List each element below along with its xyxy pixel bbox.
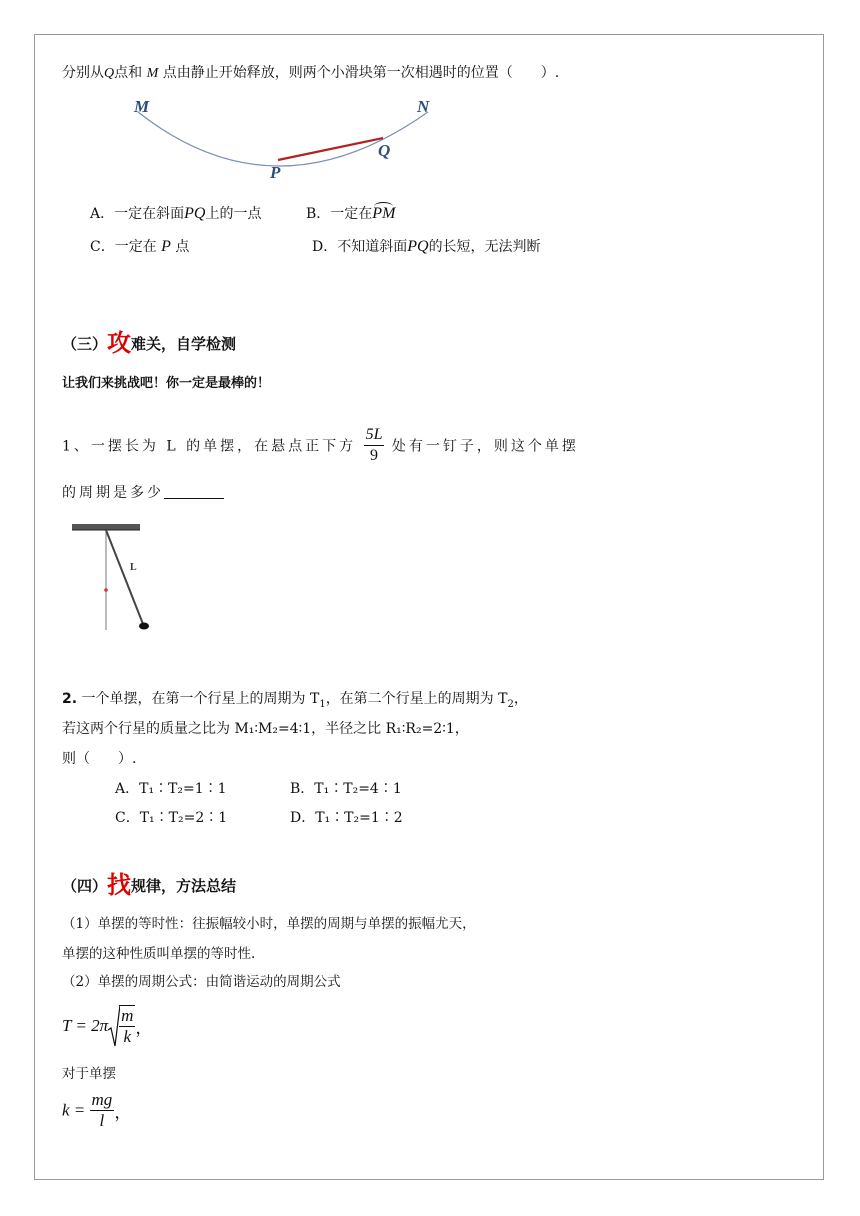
problem-1-text-b: 处有一钉子，则这个单摆 xyxy=(391,438,579,455)
option-c-suffix: 点 xyxy=(175,239,190,255)
challenge-text: 让我们来挑战吧！你一定是最棒的！ xyxy=(62,376,271,391)
pendulum-string xyxy=(106,530,143,624)
summary-1-line-2: 单摆的这种性质叫单摆的等时性. xyxy=(62,946,256,962)
var-m: M xyxy=(146,66,159,81)
section-4-prefix: （四） xyxy=(62,877,108,895)
label-m: M xyxy=(134,97,150,116)
fraction-5l-over-9 xyxy=(364,425,385,466)
option-a-prefix: A．一定在斜面 xyxy=(90,206,185,222)
problem-2-line-3: 则（ ）. xyxy=(62,751,137,767)
intro-text-c: 点由静止开始释放，则两个小滑块第一次相遇时的位置（ ）. xyxy=(162,65,560,81)
option-a-var: PQ xyxy=(184,205,206,222)
problem-2-option-c: C．T₁∶T₂=2∶1 xyxy=(115,810,228,826)
label-q: Q xyxy=(378,141,391,160)
option-d xyxy=(312,236,541,256)
label-p: P xyxy=(270,163,281,182)
problem-2-option-b: B．T₁∶T₂=4∶1 xyxy=(290,781,402,797)
formula-1-denominator: k xyxy=(123,1027,132,1046)
label-length: L xyxy=(130,562,137,573)
pendulum-bob xyxy=(139,623,149,630)
section-3-prefix: （三） xyxy=(62,335,108,353)
problem-1-text-a: 1、一摆长为 L 的单摆，在悬点正下方 xyxy=(62,438,357,455)
problem-2-text-b: ，在第二个行星上的周期为 T xyxy=(325,691,508,707)
option-c-var: P xyxy=(161,238,171,255)
option-c xyxy=(90,236,189,256)
section-4-suffix: 规律，方法总结 xyxy=(131,877,237,895)
problem-2-text-a: 一个单摆，在第一个行星上的周期为 T xyxy=(81,691,320,707)
formula-restoring-constant xyxy=(62,1090,131,1131)
problem-1-text-c: 的周期是多少 xyxy=(62,485,164,501)
option-d-prefix: D．不知道斜面 xyxy=(312,239,408,255)
sqrt-fraction xyxy=(119,1005,135,1047)
option-a-suffix: 上的一点 xyxy=(205,206,262,222)
intro-text-b: 点和 xyxy=(114,65,143,81)
option-b-prefix: B．一定在 xyxy=(306,206,373,222)
problem-2-line-1 xyxy=(62,688,528,710)
option-d-var: PQ xyxy=(407,238,429,255)
problem-1-line-2 xyxy=(62,482,224,502)
pendulum-figure xyxy=(66,522,156,634)
section-3-heading xyxy=(62,323,236,358)
formula-2-numerator: mg xyxy=(91,1090,113,1109)
intro-text-a: 分别从 xyxy=(62,65,104,81)
arc-incline-figure xyxy=(120,92,450,184)
formula-2-denominator: l xyxy=(99,1111,105,1130)
incline-pq xyxy=(278,138,383,160)
summary-1-line-1: （1）单摆的等时性：往振幅较小时，单摆的周期与单摆的振幅尤天， xyxy=(62,916,476,932)
option-a xyxy=(90,203,261,223)
var-q: Q xyxy=(104,66,115,81)
formula-period xyxy=(62,1004,152,1048)
problem-2-line-2: 若这两个行星的质量之比为 M₁∶M₂=4∶1，半径之比 R₁∶R₂=2∶1， xyxy=(62,721,469,737)
option-c-prefix: C．一定在 xyxy=(90,239,157,255)
formula-2-fraction xyxy=(90,1090,115,1131)
option-d-suffix: 的长短，无法判断 xyxy=(428,239,541,255)
problem-2-option-d: D．T₁∶T₂=1∶2 xyxy=(290,810,403,826)
section-4-heading xyxy=(62,865,236,900)
fraction-denominator: 9 xyxy=(370,447,379,464)
problem-1-line-1 xyxy=(62,425,579,466)
summary-2: （2）单摆的周期公式：由简谐运动的周期公式 xyxy=(62,974,341,990)
problem-2-text-c: ， xyxy=(513,691,528,707)
section-4-big-char: 找 xyxy=(107,871,132,899)
formula-1-tail: ， xyxy=(135,1018,153,1038)
question-intro xyxy=(62,62,559,82)
answer-blank[interactable] xyxy=(164,484,224,499)
problem-2-option-a: A．T₁∶T₂=1∶1 xyxy=(115,781,227,797)
subscript-1: 1 xyxy=(319,698,326,710)
section-3-suffix: 难关，自学检测 xyxy=(131,335,237,353)
nail-point xyxy=(104,588,108,592)
option-b-arc-var: PM xyxy=(372,205,396,222)
formula-2-lhs: k = xyxy=(62,1100,86,1120)
for-pendulum-text: 对于单摆 xyxy=(62,1066,116,1082)
label-n: N xyxy=(417,97,430,116)
fraction-numerator: 5L xyxy=(364,425,385,446)
option-b xyxy=(306,203,395,223)
formula-1-numerator: m xyxy=(121,1006,134,1025)
formula-1-lhs: T = 2π xyxy=(62,1016,109,1035)
formula-2-tail: ， xyxy=(114,1103,132,1122)
subscript-2: 2 xyxy=(507,698,514,710)
ceiling-support xyxy=(72,524,140,530)
section-3-big-char: 攻 xyxy=(107,329,132,357)
problem-2-number: 2. xyxy=(62,691,78,707)
